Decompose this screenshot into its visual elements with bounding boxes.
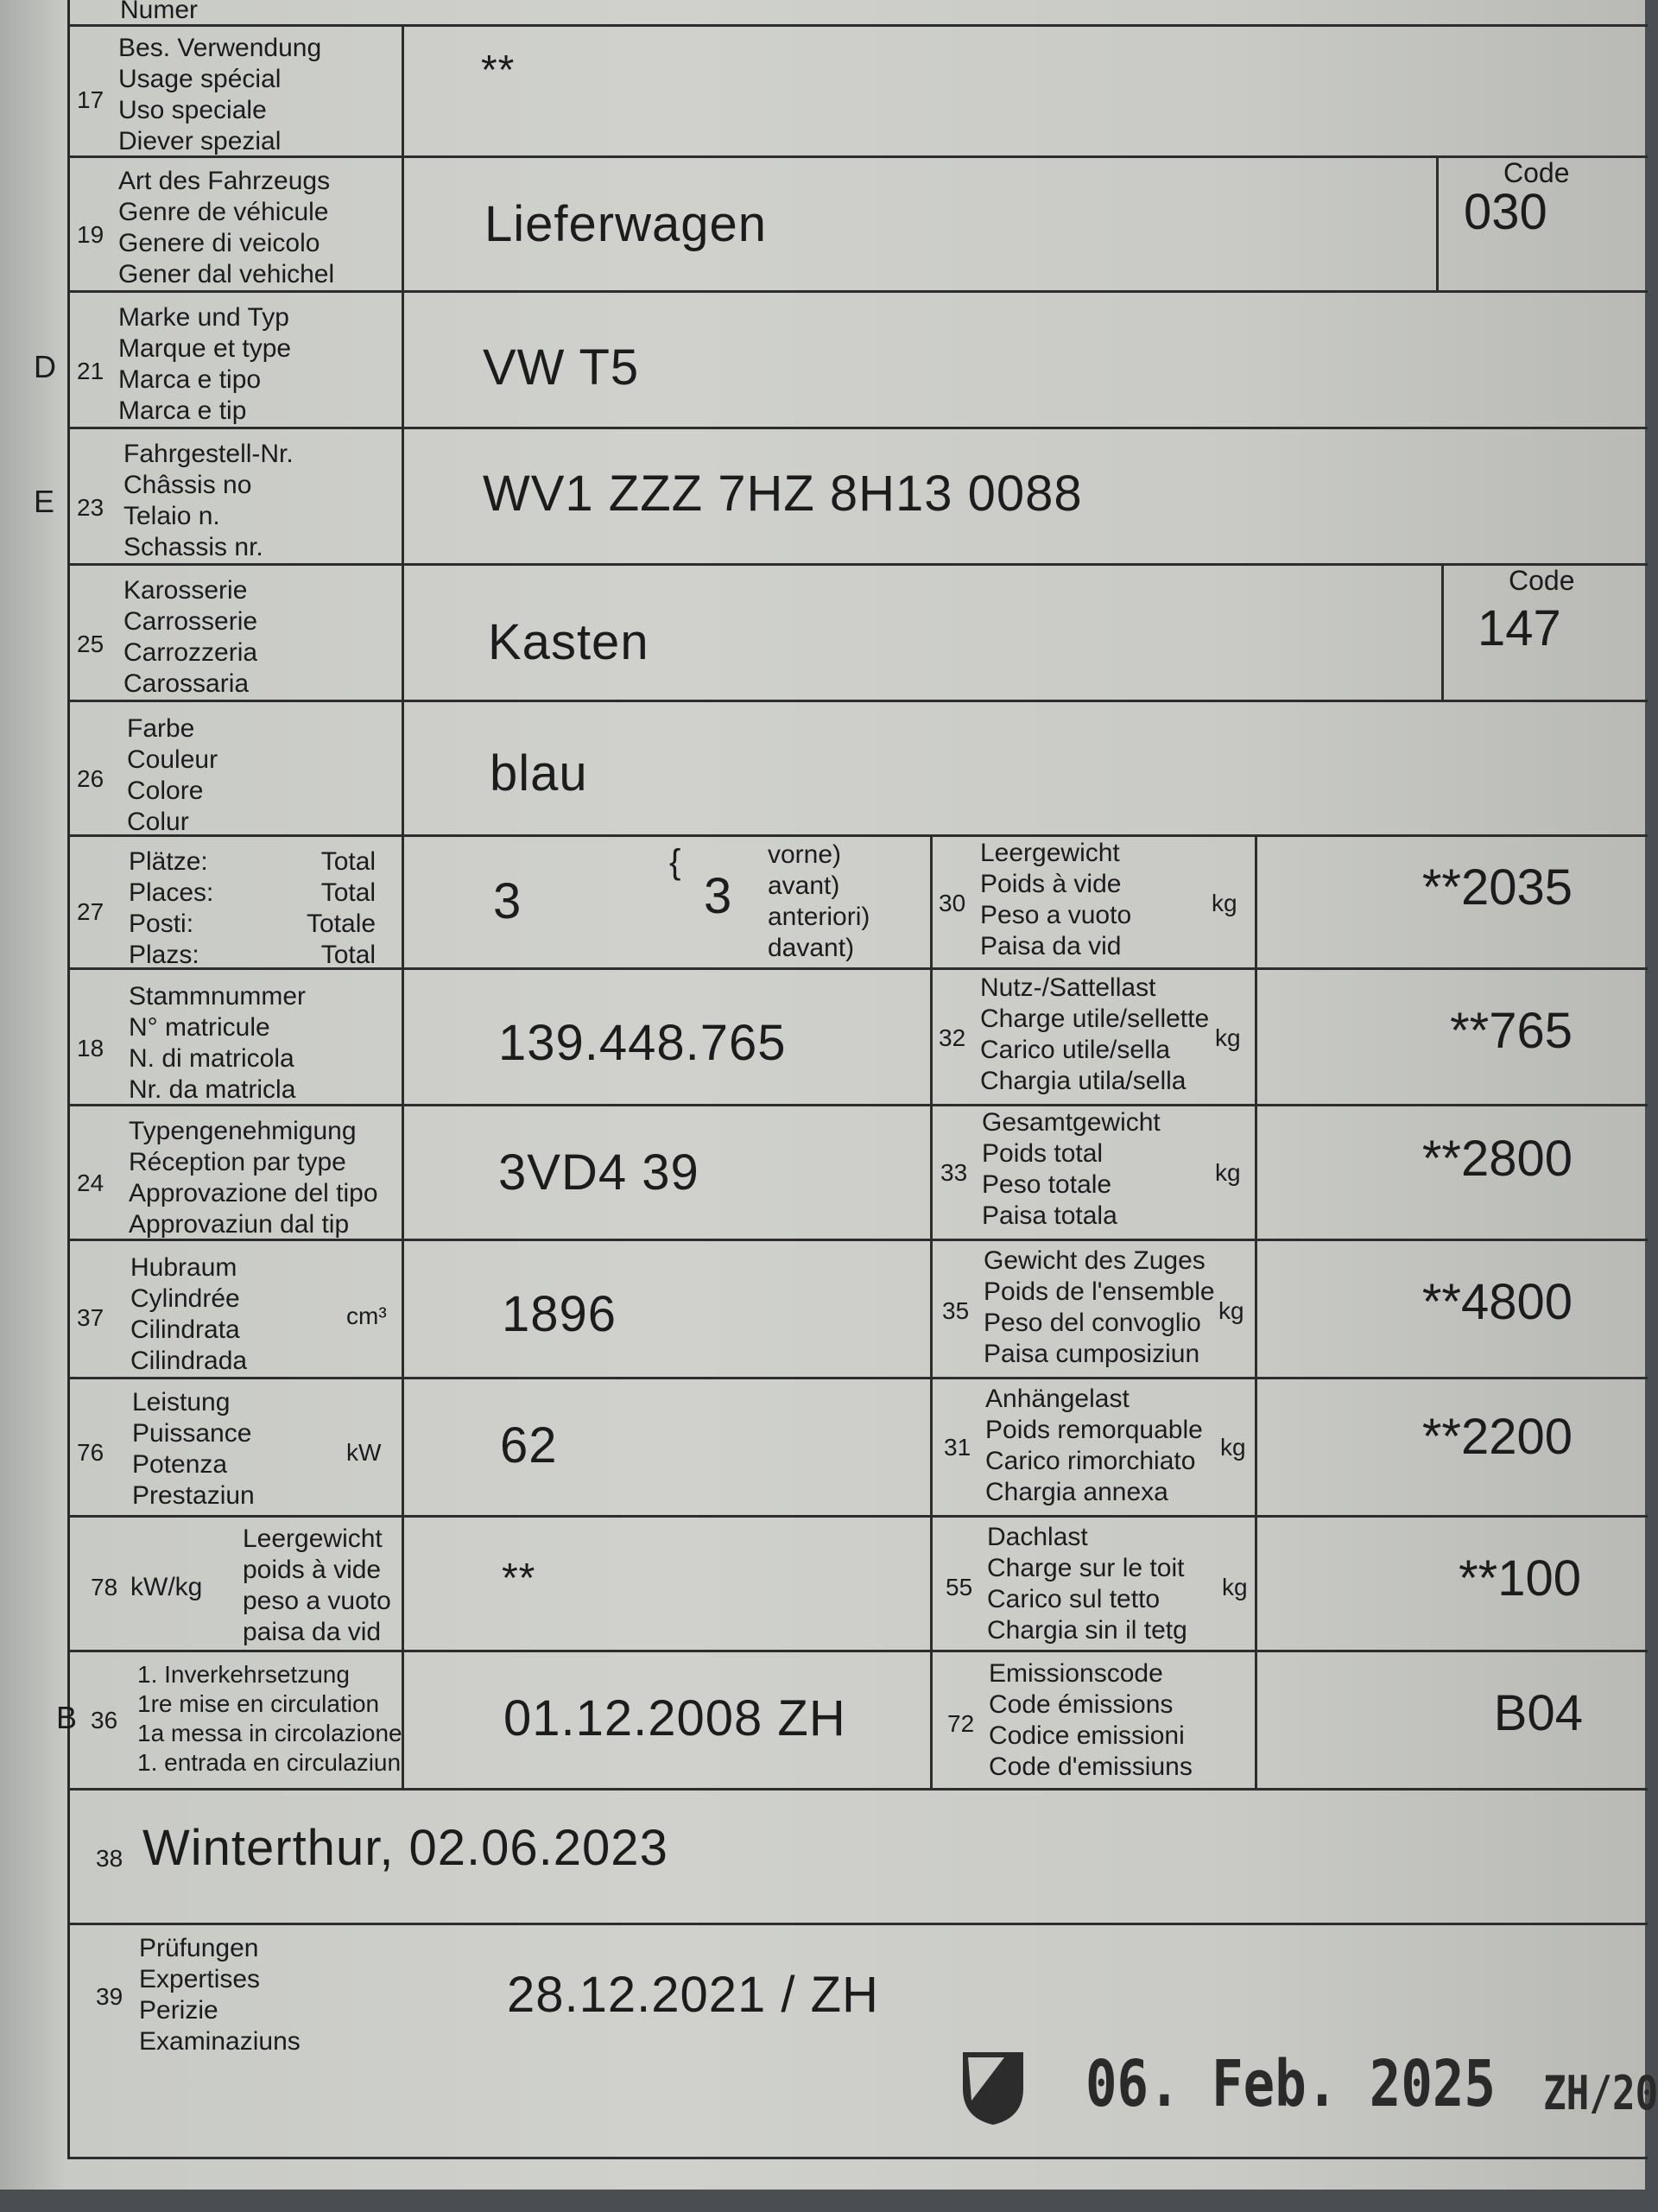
field-number: 78	[91, 1574, 118, 1600]
field-label: Hubraum Cylindrée Cilindrata Cilindrada	[130, 1253, 248, 1375]
field-value: 1896	[502, 1286, 617, 1342]
field-value: **100	[1459, 1550, 1581, 1607]
front-label: vorne) avant) anteriori) davant)	[768, 840, 870, 962]
code-value: 147	[1478, 600, 1561, 656]
field-value: VW T5	[483, 339, 640, 396]
field-value: B04	[1493, 1685, 1583, 1741]
field-number: 25	[77, 631, 104, 657]
field-number: 36	[91, 1707, 118, 1733]
field-label: Numer	[120, 0, 199, 24]
field-number: 31	[944, 1434, 971, 1461]
row-divider	[70, 563, 1648, 566]
field-label: Typengenehmigung Réception par type Approvazione del tipo Approvaziun dal tip	[129, 1117, 378, 1239]
field-label: Dachlast Charge sur le toit Carico sul tetto Chargia sin il tetg	[987, 1523, 1187, 1645]
code-label: Code	[1503, 157, 1570, 188]
row-divider	[70, 700, 1648, 702]
inspection-value: 28.12.2021 / ZH	[507, 1967, 879, 2023]
field-number: 39	[96, 1983, 123, 2010]
field-value: **2800	[1421, 1131, 1573, 1187]
field-number: 32	[939, 1024, 966, 1051]
unit-label: kg	[1215, 1159, 1241, 1186]
unit-label: kg	[1222, 1574, 1248, 1600]
field-label: Farbe Couleur Colore Colur	[127, 714, 218, 836]
brace-icon: {	[669, 843, 681, 881]
canton-shield-icon	[959, 2049, 1027, 2128]
row-divider	[70, 24, 1648, 27]
field-value: **4800	[1421, 1274, 1573, 1330]
field-number: 18	[77, 1035, 104, 1062]
field-value: 139.448.765	[498, 1015, 787, 1071]
section-marker: E	[34, 484, 55, 519]
total-label: Total Total Totale Total	[307, 847, 377, 969]
field-number: 19	[77, 221, 104, 248]
field-value: blau	[490, 745, 588, 802]
field-label: Fahrgestell-Nr. Châssis no Telaio n. Schassis nr.	[123, 440, 294, 561]
registration-table	[34, 0, 1658, 2159]
unit-label: kW	[346, 1439, 382, 1466]
field-label: Emissionscode Code émissions Codice emissioni Code d'emissiuns	[989, 1659, 1193, 1781]
place-date-value: Winterthur, 02.06.2023	[142, 1820, 668, 1876]
code-label: Code	[1509, 565, 1575, 596]
validity-stamp: 06. Feb. 2025	[1085, 2047, 1496, 2121]
field-number: 38	[96, 1845, 123, 1872]
section-marker: B	[56, 1700, 78, 1735]
column-divider	[402, 24, 404, 1788]
field-number: 55	[946, 1574, 973, 1600]
field-number: 26	[77, 765, 104, 792]
code-divider	[1436, 155, 1439, 290]
field-label: Stammnummer N° matricule N. di matricola Nr. da matricla	[129, 982, 307, 1104]
field-value: 3VD4 39	[498, 1144, 699, 1201]
field-number: 37	[77, 1304, 104, 1331]
field-number: 23	[77, 494, 104, 521]
field-number: 27	[77, 898, 104, 925]
row-divider	[70, 1104, 1648, 1106]
seats-front-value: 3	[704, 868, 733, 924]
field-label: Prüfungen Expertises Perizie Examinaziuns	[139, 1934, 301, 2056]
column-divider	[930, 834, 933, 1788]
field-label: Anhängelast Poids remorquable Carico rimorchiato Chargia annexa	[985, 1385, 1203, 1506]
row-divider	[70, 1515, 1648, 1518]
field-value: WV1 ZZZ 7HZ 8H13 0088	[483, 466, 1083, 522]
field-value: 01.12.2008 ZH	[503, 1690, 846, 1746]
field-value: **2200	[1421, 1409, 1573, 1465]
field-number: 33	[940, 1159, 968, 1186]
unit-label: kg	[1218, 1297, 1244, 1324]
row-divider	[70, 1377, 1648, 1379]
row-divider	[70, 1923, 1648, 1925]
code-divider	[1441, 563, 1444, 700]
field-label: Karosserie Carrosserie Carrozzeria Carossaria	[123, 576, 258, 698]
field-number: 76	[77, 1439, 104, 1466]
unit-label: kg	[1220, 1434, 1246, 1461]
column-divider	[1255, 834, 1257, 1788]
unit-prefix: kW/kg	[130, 1573, 203, 1601]
field-label: Leistung Puissance Potenza Prestaziun	[132, 1388, 255, 1510]
canton-stamp: ZH/20	[1543, 2066, 1658, 2120]
row-divider	[70, 427, 1648, 429]
field-label: Gewicht des Zuges Poids de l'ensemble Peso del convoglio Paisa cumposiziun	[984, 1246, 1215, 1368]
unit-label: kg	[1215, 1024, 1241, 1051]
field-value: 62	[500, 1417, 558, 1474]
field-label: Nutz-/Sattellast Charge utile/sellette Carico utile/sella Chargia utila/sella	[980, 973, 1210, 1095]
field-number: 30	[939, 890, 966, 916]
row-divider	[70, 1650, 1648, 1652]
field-label: Leergewicht poids à vide peso a vuoto paisa da vid	[243, 1524, 391, 1646]
field-number: 35	[942, 1297, 970, 1324]
field-value: **765	[1450, 1003, 1573, 1059]
field-label: Art des Fahrzeugs Genre de véhicule Genere di veicolo Gener dal vehichel	[118, 167, 335, 288]
field-value: **	[481, 48, 516, 93]
field-label: 1. Inverkehrsetzung 1re mise en circulation 1a messa in circolazione 1. entrada en circulaziun	[137, 1661, 402, 1776]
field-label: Plätze: Places: Posti: Plazs:	[129, 847, 214, 969]
row-divider	[70, 1788, 1648, 1791]
unit-label: kg	[1212, 890, 1237, 916]
unit-label: cm³	[346, 1302, 387, 1329]
field-label: Bes. Verwendung Usage spécial Uso speciale Diever spezial	[118, 34, 322, 155]
row-divider	[70, 290, 1648, 293]
field-number: 17	[77, 86, 104, 113]
field-value: **	[502, 1556, 536, 1601]
field-number: 72	[947, 1710, 975, 1737]
seats-total-value: 3	[493, 873, 522, 929]
section-marker: D	[34, 349, 56, 384]
field-number: 21	[77, 358, 104, 384]
field-value: **2035	[1421, 859, 1573, 916]
field-value: Lieferwagen	[484, 196, 767, 252]
field-label: Marke und Typ Marque et type Marca e tipo Marca e tip	[118, 303, 292, 425]
field-label: Gesamtgewicht Poids total Peso totale Paisa totala	[982, 1108, 1161, 1230]
field-label: Leergewicht Poids à vide Peso a vuoto Paisa da vid	[980, 839, 1132, 960]
field-value: Kasten	[488, 614, 649, 670]
row-divider	[70, 834, 1648, 837]
field-number: 24	[77, 1169, 104, 1196]
row-divider	[70, 2157, 1648, 2159]
code-value: 030	[1464, 184, 1547, 240]
